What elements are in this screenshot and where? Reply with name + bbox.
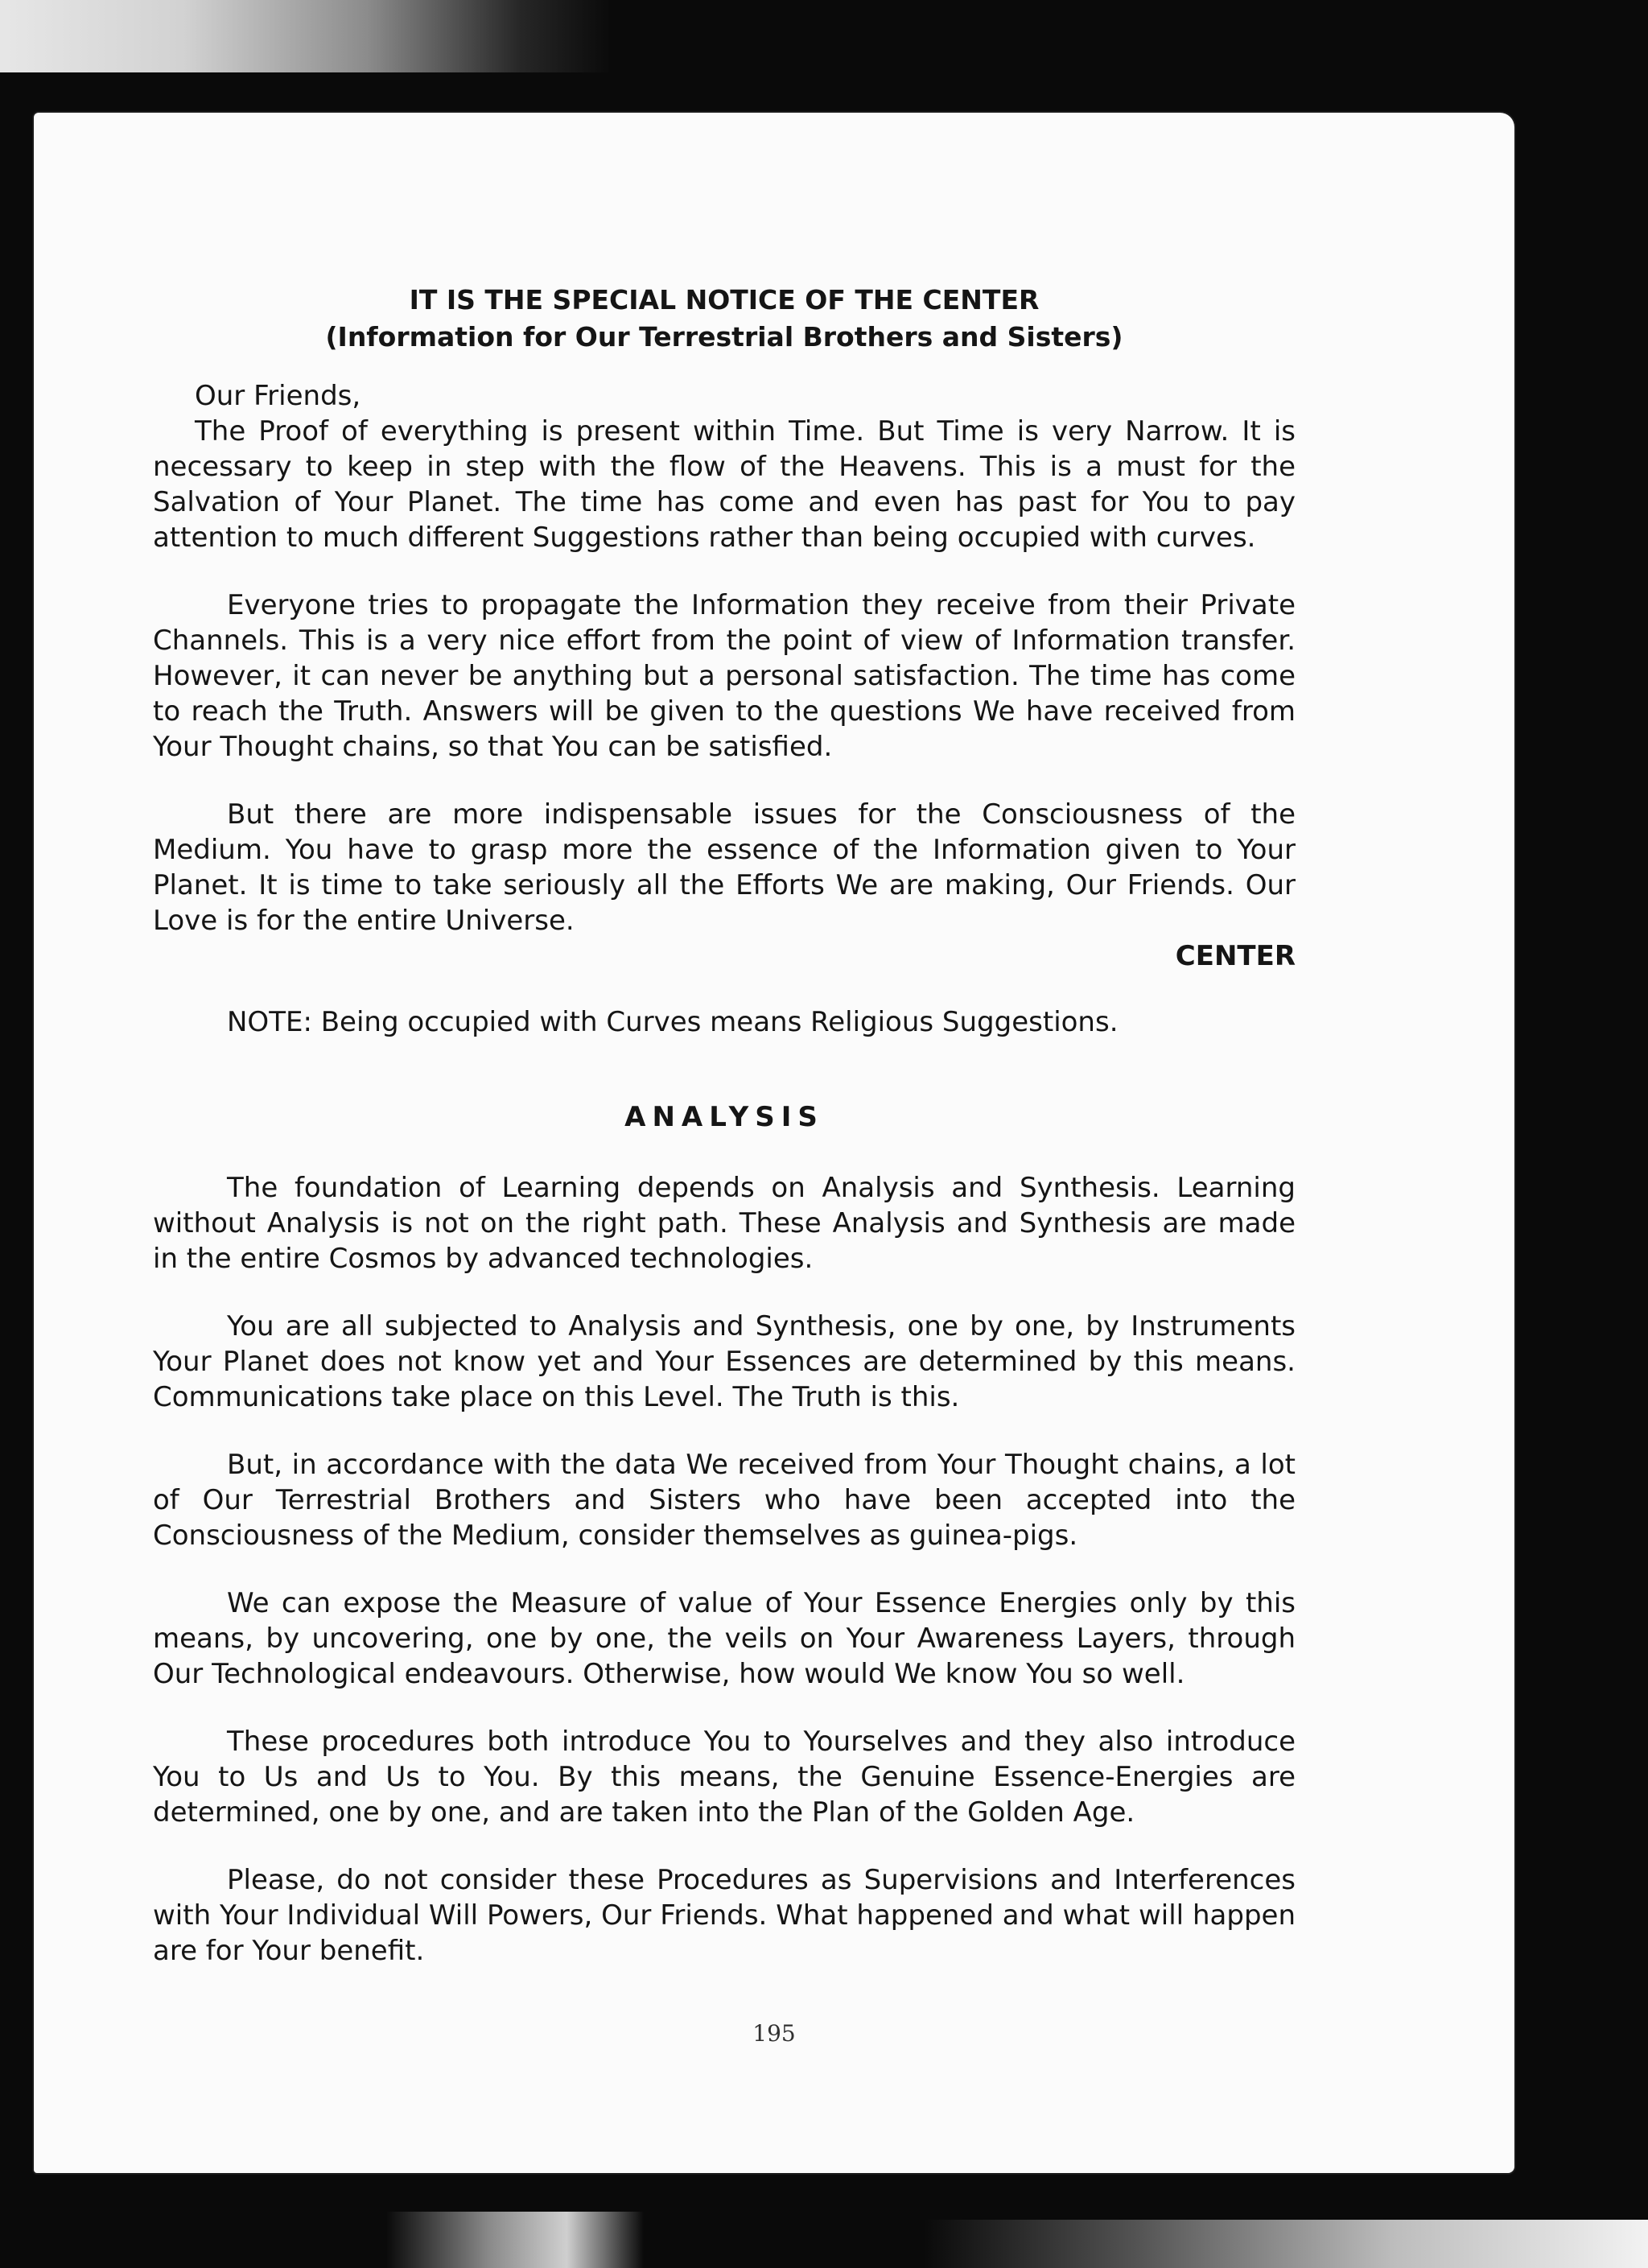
signature-center: CENTER: [1175, 940, 1296, 972]
analysis-paragraph-3: But, in accordance with the data We received from Your Thought chains, a lot of Our Terrestrial Brothers and Sisters who have been accepted into the Consciousness of the Medium, consider themselves as guinea-pigs.: [153, 1449, 1296, 1552]
notice-paragraph-2: Everyone tries to propagate the Information they receive from their Private Channels. This is a very nice effort from the point of view of Information transfer. However, it can never be anything but a personal satisfaction. The time has come to reach the Truth. Answers will be given to the questions We have received from Your Thought chains, so that You can be satisfied.: [153, 589, 1296, 763]
page-number: 195: [752, 2020, 796, 2047]
notice-paragraph-1: The Proof of everything is present within Time. But Time is very Narrow. It is necessary to keep in step with the flow of the Heavens. This is a must for the Salvation of Your Planet. The time has come and even has past for You to pay attention to much different Suggestions rather than being occupied with curves.: [153, 415, 1296, 554]
analysis-paragraph-6: Please, do not consider these Procedures as Supervisions and Interferences with Your Individual Will Powers, Our Friends. What happened and what will happen are for Your benefit.: [153, 1864, 1296, 1967]
book-page: [34, 113, 1514, 2173]
scan-edge-streak-bottom-right: [924, 2220, 1648, 2268]
notice-paragraph-3: But there are more indispensable issues for the Consciousness of the Medium. You have to grasp more the essence of the Information given to Your Planet. It is time to take seriously all the Efforts We are making, Our Friends. Our Love is for the entire Universe.: [153, 798, 1296, 937]
analysis-paragraph-4: We can expose the Measure of value of Your Essence Energies only by this means, by uncovering, one by one, the veils on Your Awareness Layers, through Our Technological endeavours. Otherwise, how would We know You so well.: [153, 1587, 1296, 1690]
scan-edge-streak-top: [0, 0, 612, 72]
salutation: Our Friends,: [195, 380, 361, 412]
notice-heading-line-2: (Information for Our Terrestrial Brothers and Sisters): [325, 321, 1123, 353]
analysis-paragraph-5: These procedures both introduce You to Yourselves and they also introduce You to Us and Us to You. By this means, the Genuine Essence-Energies are determined, one by one, and are taken into the Plan of the Golden Age.: [153, 1726, 1296, 1829]
note-line: NOTE: Being occupied with Curves means Religious Suggestions.: [227, 1006, 1119, 1038]
notice-heading-line-1: IT IS THE SPECIAL NOTICE OF THE CENTER: [409, 284, 1040, 315]
page-content: [153, 282, 1296, 1969]
analysis-paragraph-2: You are all subjected to Analysis and Synthesis, one by one, by Instruments Your Planet does not know yet and Your Essences are determined by this means. Communications take place on this Level. The Truth is this.: [153, 1310, 1296, 1413]
notice-heading: [153, 282, 1296, 356]
analysis-heading: ANALYSIS: [624, 1101, 824, 1133]
analysis-paragraph-1: The foundation of Learning depends on Analysis and Synthesis. Learning without Analysis is not on the right path. These Analysis and Synthesis are made in the entire Cosmos by advanced technologies.: [153, 1172, 1296, 1275]
scan-edge-streak-bottom-left: [386, 2212, 644, 2268]
